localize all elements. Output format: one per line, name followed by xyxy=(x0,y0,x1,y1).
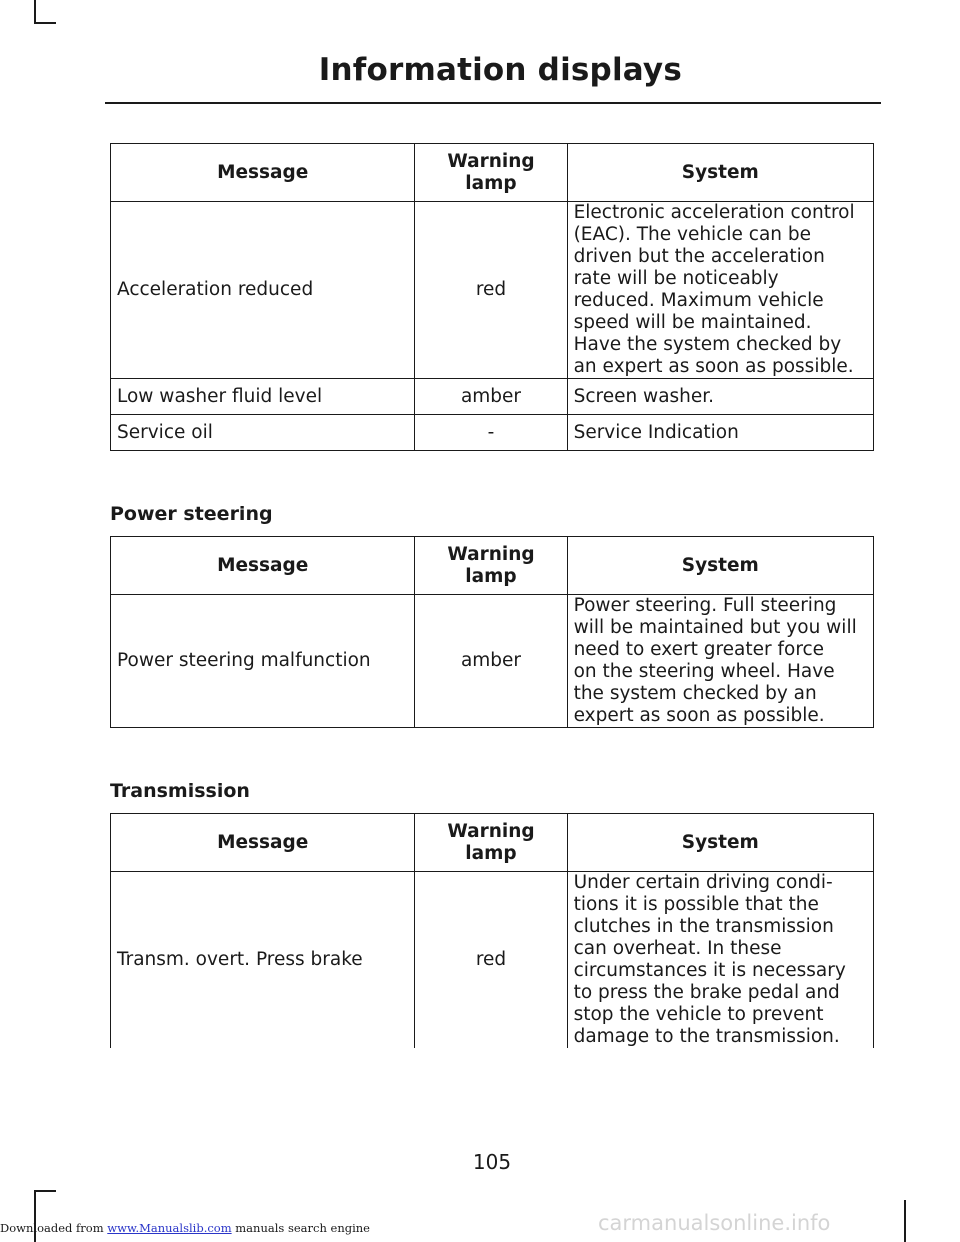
table-row xyxy=(111,379,874,415)
footer-suffix: manuals search engine xyxy=(231,1221,370,1235)
message-cell: Low washer fluid level xyxy=(111,379,415,415)
column-header-system: System xyxy=(567,537,873,595)
watermark: carmanualsonline.info xyxy=(598,1211,831,1235)
download-footer xyxy=(0,1211,831,1235)
system-cell: Screen washer. xyxy=(567,379,873,415)
column-header-system: System xyxy=(567,144,873,202)
column-header-message: Message xyxy=(111,537,415,595)
column-header-message: Message xyxy=(111,814,415,872)
table-header-row xyxy=(111,537,874,595)
messages-table-power-steering xyxy=(110,536,874,728)
section-heading-power-steering: Power steering xyxy=(110,503,273,525)
title-divider xyxy=(105,102,881,104)
messages-table-transmission xyxy=(110,813,874,1048)
messages-table-general xyxy=(110,143,874,451)
crop-mark-bottom-left-h xyxy=(34,1190,56,1192)
page-title: Information displays xyxy=(318,52,682,88)
warning-lamp-cell: - xyxy=(415,415,567,451)
message-cell: Acceleration reduced xyxy=(111,202,415,379)
table-header-row xyxy=(111,144,874,202)
table-row xyxy=(111,872,874,1049)
table-header-row xyxy=(111,814,874,872)
manualslib-link[interactable]: www.Manualslib.com xyxy=(107,1221,232,1235)
column-header-message: Message xyxy=(111,144,415,202)
section-heading-transmission: Transmission xyxy=(110,780,250,802)
column-header-system: System xyxy=(567,814,873,872)
table-row xyxy=(111,595,874,728)
crop-mark-top-left-h xyxy=(34,22,56,24)
crop-mark-bottom-right-v xyxy=(904,1200,906,1242)
warning-lamp-cell: red xyxy=(415,872,567,1049)
system-cell: Under certain driving condi- tions it is possible that the clutches in the transmission can overheat. In these circumstances it is necessary to press the brake pedal and stop the vehicle to prevent damage to the transmission. xyxy=(567,872,873,1049)
system-cell: Service Indication xyxy=(567,415,873,451)
column-header-warning-lamp: Warning lamp xyxy=(415,144,567,202)
warning-lamp-cell: red xyxy=(415,202,567,379)
system-cell: Electronic acceleration control (EAC). The vehicle can be driven but the acceleration rate will be noticeably reduced. Maximum vehicle speed will be maintained. Have the system checked by an expert as soon as possible. xyxy=(567,202,873,379)
warning-lamp-cell: amber xyxy=(415,595,567,728)
crop-mark-top-left-v xyxy=(34,0,36,24)
message-cell: Service oil xyxy=(111,415,415,451)
warning-lamp-cell: amber xyxy=(415,379,567,415)
column-header-warning-lamp: Warning lamp xyxy=(415,814,567,872)
message-cell: Power steering malfunction xyxy=(111,595,415,728)
footer-prefix: Downloaded from xyxy=(0,1221,108,1235)
table-row xyxy=(111,202,874,379)
column-header-warning-lamp: Warning lamp xyxy=(415,537,567,595)
system-cell: Power steering. Full steering will be maintained but you will need to exert greater force on the steering wheel. Have the system checked by an expert as soon as possible. xyxy=(567,595,873,728)
table-row xyxy=(111,415,874,451)
page-number: 105 xyxy=(472,1150,512,1174)
message-cell: Transm. overt. Press brake xyxy=(111,872,415,1049)
